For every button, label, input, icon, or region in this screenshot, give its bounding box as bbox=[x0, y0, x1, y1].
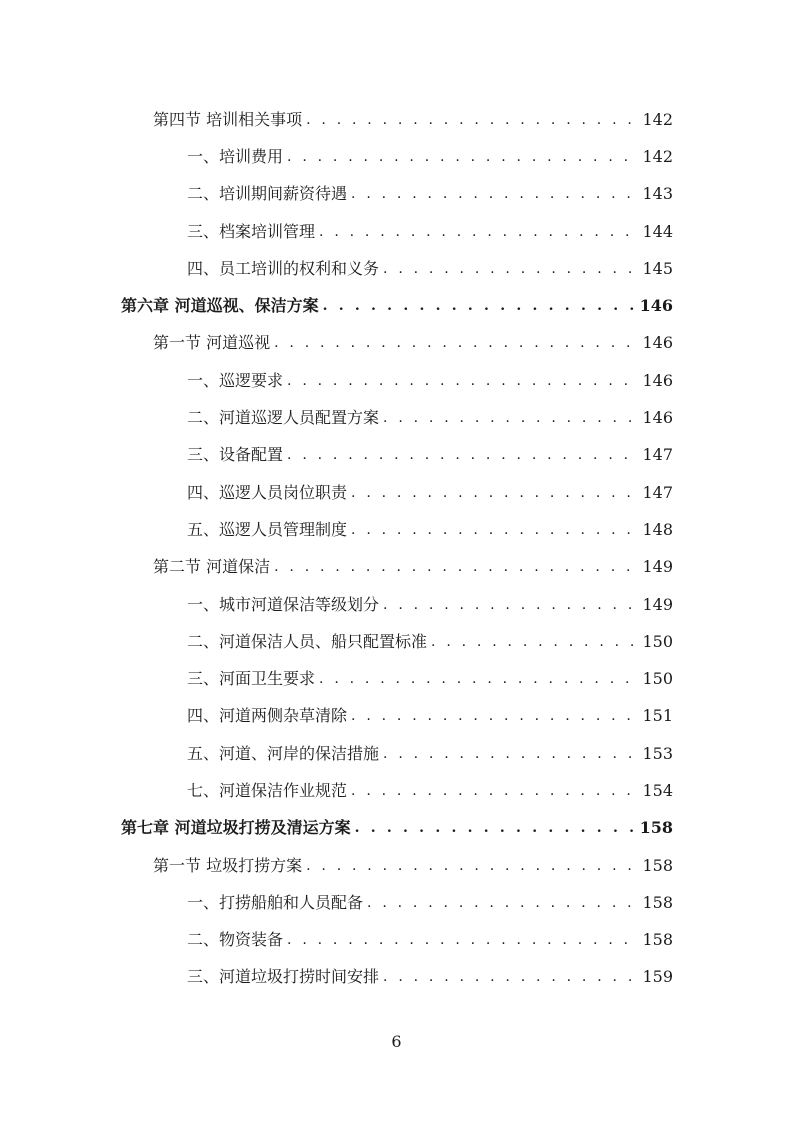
toc-entry-title: 第六章 河道巡视、保洁方案 bbox=[121, 296, 319, 316]
toc-entry-title: 一、培训费用 bbox=[187, 146, 284, 166]
toc-dot-leader bbox=[274, 560, 638, 574]
toc-entry-page-number: 150 bbox=[642, 631, 673, 651]
toc-entry-page-number: 149 bbox=[642, 594, 673, 614]
toc-dot-leader bbox=[287, 374, 638, 388]
toc-entry-item[interactable] bbox=[0, 922, 793, 959]
toc-entry-title: 第一节 垃圾打捞方案 bbox=[153, 855, 303, 875]
toc-entry-item[interactable] bbox=[0, 138, 793, 175]
toc-entry-page-number: 147 bbox=[642, 445, 673, 465]
toc-entry-item[interactable] bbox=[0, 623, 793, 660]
toc-dot-leader bbox=[351, 784, 638, 798]
toc-entry-item[interactable] bbox=[0, 213, 793, 250]
toc-entry-page-number: 158 bbox=[642, 855, 673, 875]
toc-entry-page-number: 158 bbox=[639, 818, 673, 838]
toc-entry-item[interactable] bbox=[0, 250, 793, 287]
toc-entry-item[interactable] bbox=[0, 959, 793, 996]
toc-entry-page-number: 153 bbox=[642, 743, 673, 763]
toc-entry-title: 三、设备配置 bbox=[187, 445, 284, 465]
toc-dot-leader bbox=[274, 336, 638, 350]
toc-entry-title: 七、河道保洁作业规范 bbox=[187, 780, 348, 800]
toc-entry-section[interactable] bbox=[0, 847, 793, 884]
toc-entry-title: 三、河道垃圾打捞时间安排 bbox=[187, 967, 380, 987]
toc-entry-item[interactable] bbox=[0, 176, 793, 213]
toc-dot-leader bbox=[306, 859, 638, 873]
toc-entry-item[interactable] bbox=[0, 511, 793, 548]
toc-entry-item[interactable] bbox=[0, 772, 793, 809]
toc-entry-item[interactable] bbox=[0, 735, 793, 772]
toc-entry-item[interactable] bbox=[0, 399, 793, 436]
toc-entry-title: 五、巡逻人员管理制度 bbox=[187, 519, 348, 539]
toc-entry-page-number: 146 bbox=[642, 408, 673, 428]
toc-entry-page-number: 154 bbox=[642, 780, 673, 800]
toc-entry-item[interactable] bbox=[0, 884, 793, 921]
toc-entry-title: 二、河道巡逻人员配置方案 bbox=[187, 408, 380, 428]
toc-entry-title: 第二节 河道保洁 bbox=[153, 557, 271, 577]
toc-entry-page-number: 158 bbox=[642, 892, 673, 912]
toc-dot-leader bbox=[351, 523, 638, 537]
toc-dot-leader bbox=[319, 672, 638, 686]
toc-dot-leader bbox=[351, 187, 638, 201]
toc-entry-title: 四、员工培训的权利和义务 bbox=[187, 258, 380, 278]
toc-entry-item[interactable] bbox=[0, 437, 793, 474]
toc-entry-title: 一、巡逻要求 bbox=[187, 370, 284, 390]
toc-entry-item[interactable] bbox=[0, 362, 793, 399]
toc-entry-title: 第七章 河道垃圾打捞及清运方案 bbox=[121, 818, 351, 838]
toc-entry-title: 二、河道保洁人员、船只配置标准 bbox=[187, 631, 428, 651]
toc-entry-title: 一、城市河道保洁等级划分 bbox=[187, 594, 380, 614]
page-number: 6 bbox=[391, 1032, 402, 1051]
toc-entry-title: 三、档案培训管理 bbox=[187, 221, 316, 241]
toc-entry-page-number: 143 bbox=[642, 184, 673, 204]
toc-entry-page-number: 142 bbox=[642, 109, 673, 129]
toc-entry-section[interactable] bbox=[0, 325, 793, 362]
toc-entry-title: 四、河道两侧杂草清除 bbox=[187, 706, 348, 726]
toc-entry-page-number: 151 bbox=[642, 706, 673, 726]
toc-dot-leader bbox=[287, 448, 638, 462]
toc-entry-page-number: 149 bbox=[642, 557, 673, 577]
toc-entry-title: 三、河面卫生要求 bbox=[187, 669, 316, 689]
toc-entry-item[interactable] bbox=[0, 474, 793, 511]
toc-dot-leader bbox=[306, 113, 638, 127]
toc-entry-title: 四、巡逻人员岗位职责 bbox=[187, 482, 348, 502]
toc-dot-leader bbox=[383, 262, 638, 276]
toc-dot-leader bbox=[383, 411, 638, 425]
toc-entry-title: 五、河道、河岸的保洁措施 bbox=[187, 743, 380, 763]
toc-entry-page-number: 146 bbox=[642, 333, 673, 353]
toc-entry-page-number: 145 bbox=[642, 258, 673, 278]
toc-dot-leader bbox=[367, 896, 638, 910]
toc-dot-leader bbox=[383, 747, 638, 761]
toc-entry-title: 二、培训期间薪资待遇 bbox=[187, 184, 348, 204]
toc-entry-page-number: 148 bbox=[642, 519, 673, 539]
toc-entry-page-number: 150 bbox=[642, 669, 673, 689]
toc-entry-page-number: 147 bbox=[642, 482, 673, 502]
toc-dot-leader bbox=[383, 970, 638, 984]
toc-dot-leader bbox=[355, 821, 636, 835]
toc-entry-item[interactable] bbox=[0, 586, 793, 623]
toc-dot-leader bbox=[431, 635, 638, 649]
toc-entry-title: 二、物资装备 bbox=[187, 930, 284, 950]
toc-entry-page-number: 146 bbox=[639, 296, 673, 316]
toc-dot-leader bbox=[351, 486, 638, 500]
toc-entry-item[interactable] bbox=[0, 660, 793, 697]
toc-dot-leader bbox=[323, 299, 636, 313]
toc-entry-chapter[interactable] bbox=[0, 810, 793, 847]
toc-entry-page-number: 142 bbox=[642, 146, 673, 166]
toc-entry-page-number: 159 bbox=[642, 967, 673, 987]
toc-dot-leader bbox=[319, 225, 638, 239]
toc-entry-page-number: 144 bbox=[642, 221, 673, 241]
toc-entry-title: 第一节 河道巡视 bbox=[153, 333, 271, 353]
toc-entry-page-number: 158 bbox=[642, 930, 673, 950]
toc-dot-leader bbox=[287, 150, 638, 164]
toc-dot-leader bbox=[351, 709, 638, 723]
table-of-contents bbox=[0, 101, 793, 996]
toc-entry-item[interactable] bbox=[0, 698, 793, 735]
toc-dot-leader bbox=[287, 933, 638, 947]
toc-entry-page-number: 146 bbox=[642, 370, 673, 390]
toc-entry-title: 一、打捞船舶和人员配备 bbox=[187, 892, 364, 912]
toc-entry-title: 第四节 培训相关事项 bbox=[153, 109, 303, 129]
toc-entry-section[interactable] bbox=[0, 549, 793, 586]
toc-entry-chapter[interactable] bbox=[0, 287, 793, 324]
toc-dot-leader bbox=[383, 598, 638, 612]
toc-entry-section[interactable] bbox=[0, 101, 793, 138]
